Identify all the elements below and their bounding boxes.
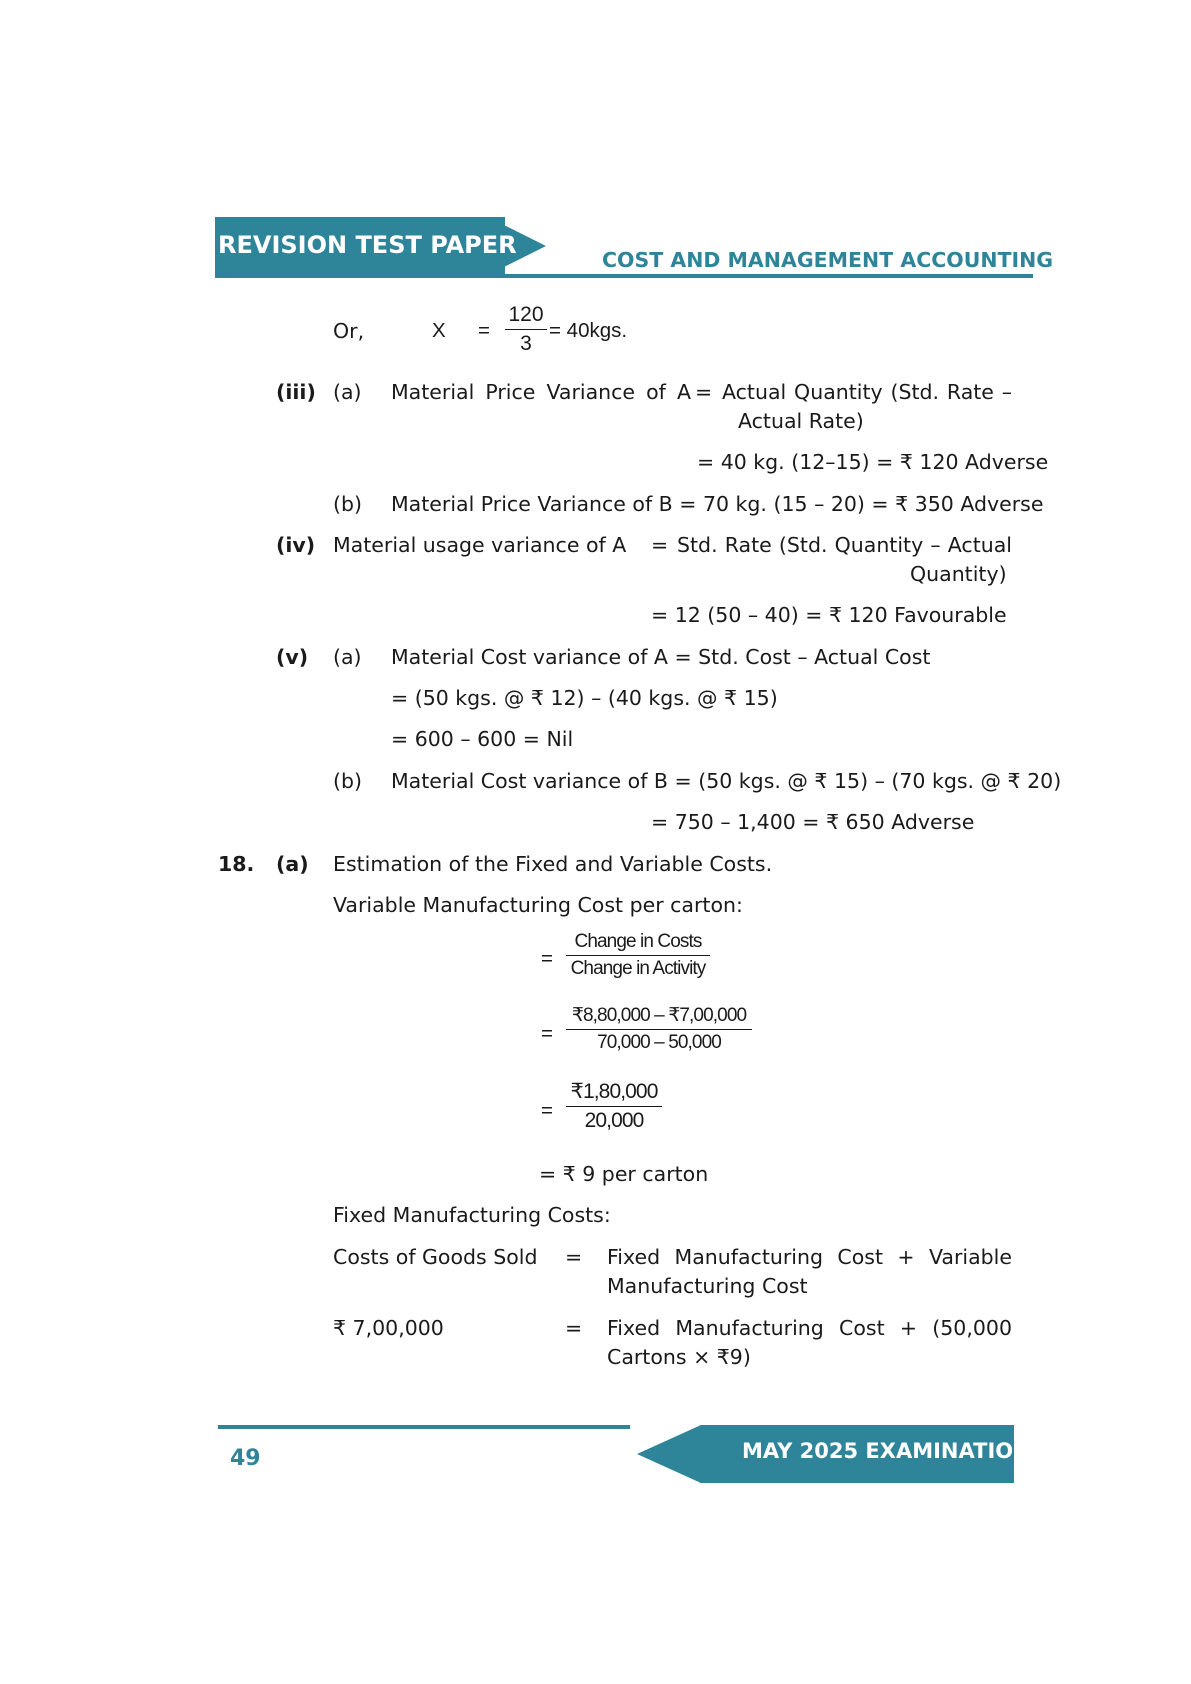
v-b-line2: = 750 – 1,400 = ₹ 650 Adverse xyxy=(651,810,975,834)
or-fraction-denominator: 3 xyxy=(520,332,532,355)
iv-left: Material usage variance of A xyxy=(333,533,627,557)
v-b-line1: Material Cost variance of B = (50 kgs. @ ₹ 15) – (70 kgs. @ ₹ 20) xyxy=(391,769,1062,793)
fraction-cost-values-denominator: 70,000 – 50,000 xyxy=(597,1032,721,1053)
iii-a-left: Material Price Variance of A xyxy=(391,380,691,404)
or-result: = 40kgs. xyxy=(549,319,628,342)
footer-rule xyxy=(218,1425,630,1429)
cogs-left: Costs of Goods Sold xyxy=(333,1245,538,1269)
q18-fmc-label: Fixed Manufacturing Costs: xyxy=(333,1203,611,1227)
fraction-change-costs-numerator: Change in Costs xyxy=(574,931,702,952)
amount-left: ₹ 7,00,000 xyxy=(333,1316,444,1340)
amount-right2: Cartons × ₹9) xyxy=(607,1345,751,1369)
fraction-result-numerator: ₹1,80,000 xyxy=(570,1080,658,1103)
item-iii-b-marker: (b) xyxy=(333,492,363,516)
fraction-cost-values-numerator: ₹8,80,000 – ₹7,00,000 xyxy=(571,1005,747,1026)
cogs-equals: = xyxy=(565,1245,583,1269)
fraction-change-costs-denominator: Change in Activity xyxy=(570,958,706,979)
item-v-a-marker: (a) xyxy=(333,645,362,669)
footer-arrow-shape xyxy=(637,1425,701,1483)
amount-equals: = xyxy=(565,1316,583,1340)
iv-line3: = 12 (50 – 40) = ₹ 120 Favourable xyxy=(651,603,1007,627)
or-fraction xyxy=(505,303,547,356)
or-label: Or, xyxy=(333,319,365,343)
amount-right1: Fixed Manufacturing Cost + (50,000 xyxy=(607,1316,1012,1340)
q18-vmc-result: = ₹ 9 per carton xyxy=(539,1162,709,1186)
fraction-cost-values xyxy=(566,1005,752,1054)
iv-right2: Quantity) xyxy=(910,562,1007,586)
fraction-result xyxy=(566,1080,662,1133)
q18-f1-equals: = xyxy=(541,947,553,970)
header-subject: COST AND MANAGEMENT ACCOUNTING xyxy=(602,248,1054,272)
footer-exam: MAY 2025 EXAMINATION xyxy=(742,1439,1031,1463)
question-18-number: 18. xyxy=(218,852,255,876)
iii-b-line: Material Price Variance of B = 70 kg. (15 – 20) = ₹ 350 Adverse xyxy=(391,492,1044,516)
q18-f3-equals: = xyxy=(541,1099,553,1122)
q18-title: Estimation of the Fixed and Variable Costs. xyxy=(333,852,773,876)
iii-a-line2: Actual Rate) xyxy=(738,409,864,433)
item-v-b-marker: (b) xyxy=(333,769,363,793)
header-rule xyxy=(215,274,1033,278)
cogs-right2: Manufacturing Cost xyxy=(607,1274,808,1298)
iii-a-equals: = xyxy=(695,380,713,404)
v-a-line1: Material Cost variance of A = Std. Cost – Actual Cost xyxy=(391,645,931,669)
item-iv-marker: (iv) xyxy=(276,533,316,557)
iv-equals: = xyxy=(651,533,669,557)
item-iii-a-marker: (a) xyxy=(333,380,362,404)
header-title: REVISION TEST PAPER xyxy=(218,231,517,259)
v-a-line3: = 600 – 600 = Nil xyxy=(391,727,574,751)
q18-vmc-label: Variable Manufacturing Cost per carton: xyxy=(333,893,743,917)
page-number: 49 xyxy=(230,1446,261,1471)
q18-f2-equals: = xyxy=(541,1022,553,1045)
item-iii-marker: (iii) xyxy=(276,380,316,404)
or-fraction-numerator: 120 xyxy=(508,303,544,326)
question-18-part: (a) xyxy=(276,852,309,876)
cogs-right1: Fixed Manufacturing Cost + Variable xyxy=(607,1245,1012,1269)
iii-a-line3: = 40 kg. (12–15) = ₹ 120 Adverse xyxy=(697,450,1049,474)
item-v-marker: (v) xyxy=(276,645,309,669)
iii-a-right: Actual Quantity (Std. Rate – xyxy=(722,380,1012,404)
v-a-line2: = (50 kgs. @ ₹ 12) – (40 kgs. @ ₹ 15) xyxy=(391,686,778,710)
or-variable: X xyxy=(432,319,446,342)
fraction-change-costs xyxy=(566,931,710,980)
fraction-result-denominator: 20,000 xyxy=(584,1109,644,1132)
iv-right1: Std. Rate (Std. Quantity – Actual xyxy=(677,533,1012,557)
or-equals: = xyxy=(478,319,490,342)
